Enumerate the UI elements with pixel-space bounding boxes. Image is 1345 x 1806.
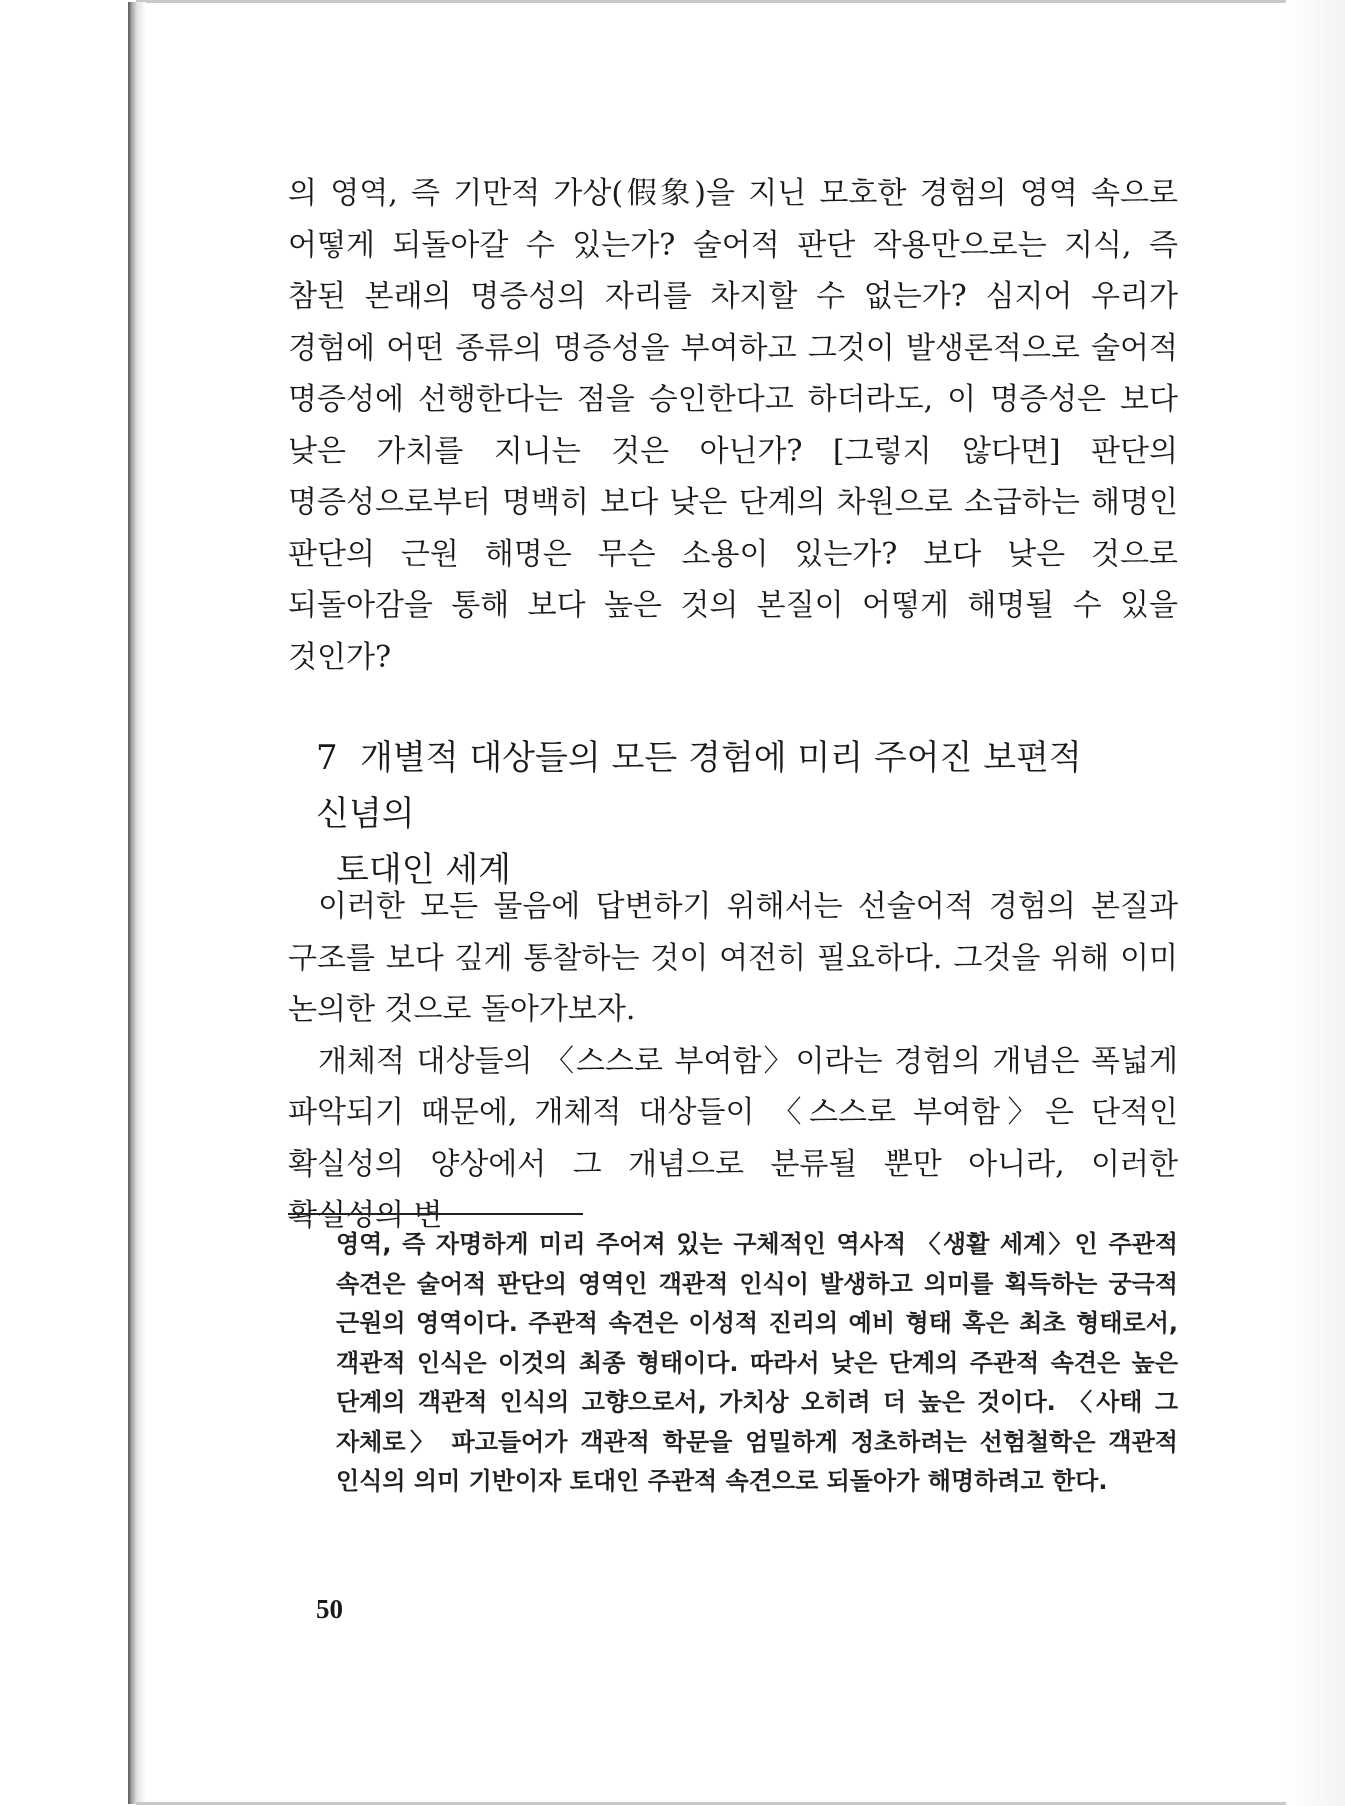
section-title-part-2: 토대인 세계 [336,850,512,890]
page-spine [128,2,146,1804]
page-top-edge [136,0,1286,3]
page-edge-shadow [1285,0,1345,1806]
section-heading-line-1 [316,730,1178,842]
footnote-text: 영역, 즉 자명하게 미리 주어져 있는 구체적인 역사적 〈생활 세계〉인 주관적 속견은 술어적 판단의 영역인 객관적 인식이 발생하고 의미를 획득하는 궁극적 근원의 영역이다. 주관적 속견은 이성적 진리의 예비 형태 혹은 최초 형태로서, 객관적 인식은 이것의 최종 형태이다. 따라서 낮은 단계의 주관적 속견은 높은 단계의 객관적 인식의 고향으로서, 가치상 오히려 더 높은 것이다. 〈사태 그 자체로〉 파고들어가 객관적 학문을 엄밀하게 정초하려는 선험철학은 객관적 인식의 의미 기반이자 토대인 주관적 속견으로 되돌아가 해명하려고 한다. [336,1230,1178,1495]
footnote-divider [288,1213,583,1215]
section-body [288,881,1178,1242]
section-number: 7 [316,738,338,778]
section-paragraph-1: 이러한 모든 물음에 답변하기 위해서는 선술어적 경험의 본질과 구조를 보다 깊게 통찰하는 것이 여전히 필요하다. 그것을 위해 이미 논의한 것으로 돌아가보자. [288,889,1178,1027]
page-bottom-edge [136,1802,1286,1805]
section-paragraph-2: 개체적 대상들의 〈스스로 부여함〉이라는 경험의 개념은 폭넓게 파악되기 때문에, 개체적 대상들이 〈스스로 부여함〉은 단적인 확실성의 양상에서 그 개념으로 분류될 뿐만 아니라, 이러한 확실성의 변 [288,1043,1178,1233]
section-heading [316,730,1178,898]
intro-paragraph: 의 영역, 즉 기만적 가상(假象)을 지닌 모호한 경험의 영역 속으로 어떻게 되돌아갈 수 있는가? 술어적 판단 작용만으로는 지식, 즉 참된 본래의 명증성의 자리를 차지할 수 없는가? 심지어 우리가 경험에 어떤 종류의 명증성을 부여하고 그것이 발생론적으로 술어적 명증성에 선행한다는 점을 승인한다고 하더라도, 이 명증성은 보다 낮은 가치를 지니는 것은 아닌가? [그렇지 않다면] 판단의 명증성으로부터 명백히 보다 낮은 단계의 차원으로 소급하는 해명인 판단의 근원 해명은 무슨 소용이 있는가? 보다 낮은 것으로 되돌아감을 통해 보다 높은 것의 본질이 어떻게 해명될 수 있을 것인가? [288,176,1178,675]
intro-text-block [288,168,1178,683]
section-title-part-1: 개별적 대상들의 모든 경험에 미리 주어진 보편적 신념의 [316,738,1082,834]
page-number: 50 [316,1594,343,1624]
